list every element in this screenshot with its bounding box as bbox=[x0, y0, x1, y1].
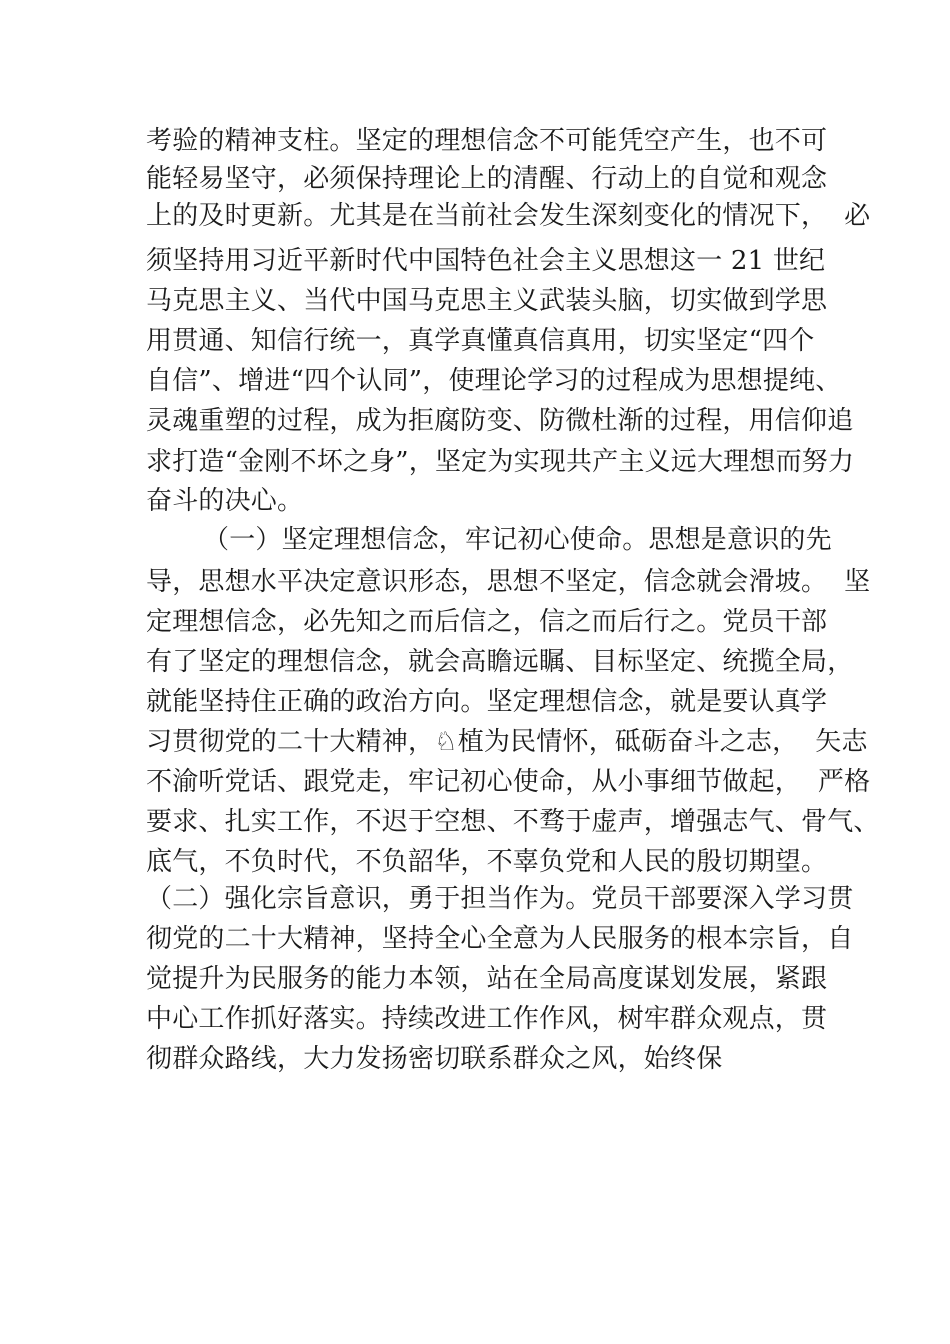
text-line: 有了坚定的理想信念，就会高瞻远瞩、目标坚定、统揽全局， bbox=[146, 647, 854, 677]
text-line: 不渝听党话、跟党走，牢记初心使命，从小事细节做起， 严格 bbox=[146, 767, 871, 797]
text-line: 就能坚持住正确的政治方向。坚定理想信念，就是要认真学 bbox=[146, 687, 828, 717]
text-line: 用贯通、知信行统一，真学真懂真信真用，切实坚定“四个 bbox=[146, 326, 815, 356]
text-line: 奋斗的决心。 bbox=[146, 486, 304, 516]
text-line: 求打造“金刚不坏之身”，坚定为实现共产主义远大理想而努力 bbox=[146, 447, 855, 477]
section-heading-2: （二）强化宗旨意识，勇于担当作为。党员干部要深入学习贯 bbox=[146, 884, 854, 914]
text-line: 彻党的二十大精神，坚持全心全意为人民服务的根本宗旨，自 bbox=[146, 924, 854, 954]
section-heading-1: （一）坚定理想信念，牢记初心使命。思想是意识的先 bbox=[203, 525, 832, 555]
text-line: 须坚持用习近平新时代中国特色社会主义思想这一 21 世纪 bbox=[146, 246, 826, 276]
text-line: 导，思想水平决定意识形态，思想不坚定，信念就会滑坡。 坚 bbox=[146, 567, 871, 597]
text-line: 马克思主义、当代中国马克思主义武装头脑，切实做到学思 bbox=[146, 286, 828, 316]
text-line: 能轻易坚守，必须保持理论上的清醒、行动上的自觉和观念 bbox=[146, 164, 828, 194]
text-line: 上的及时更新。尤其是在当前社会发生深刻变化的情况下， 必 bbox=[146, 201, 871, 231]
text-line: 习贯彻党的二十大精神，♘植为民情怀，砥砺奋斗之志， 矢志 bbox=[146, 727, 868, 757]
text-line: 彻群众路线，大力发扬密切联系群众之风，始终保 bbox=[146, 1044, 723, 1074]
text-line: 灵魂重塑的过程，成为拒腐防变、防微杜渐的过程，用信仰追 bbox=[146, 406, 854, 436]
text-line: 底气，不负时代，不负韶华，不辜负党和人民的殷切期望。 bbox=[146, 847, 828, 877]
text-line: 定理想信念，必先知之而后信之，信之而后行之。党员干部 bbox=[146, 607, 828, 637]
text-line: 自信”、增进“四个认同”，使理论学习的过程成为思想提纯、 bbox=[146, 366, 842, 396]
text-line: 中心工作抓好落实。持续改进工作作风，树牢群众观点，贯 bbox=[146, 1004, 828, 1034]
text-line: 要求、扎实工作，不迟于空想、不骛于虚声，增强志气、骨气、 bbox=[146, 807, 880, 837]
text-line: 考验的精神支柱。坚定的理想信念不可能凭空产生，也不可 bbox=[146, 126, 828, 156]
text-line: 觉提升为民服务的能力本领，站在全局高度谋划发展，紧跟 bbox=[146, 964, 828, 994]
